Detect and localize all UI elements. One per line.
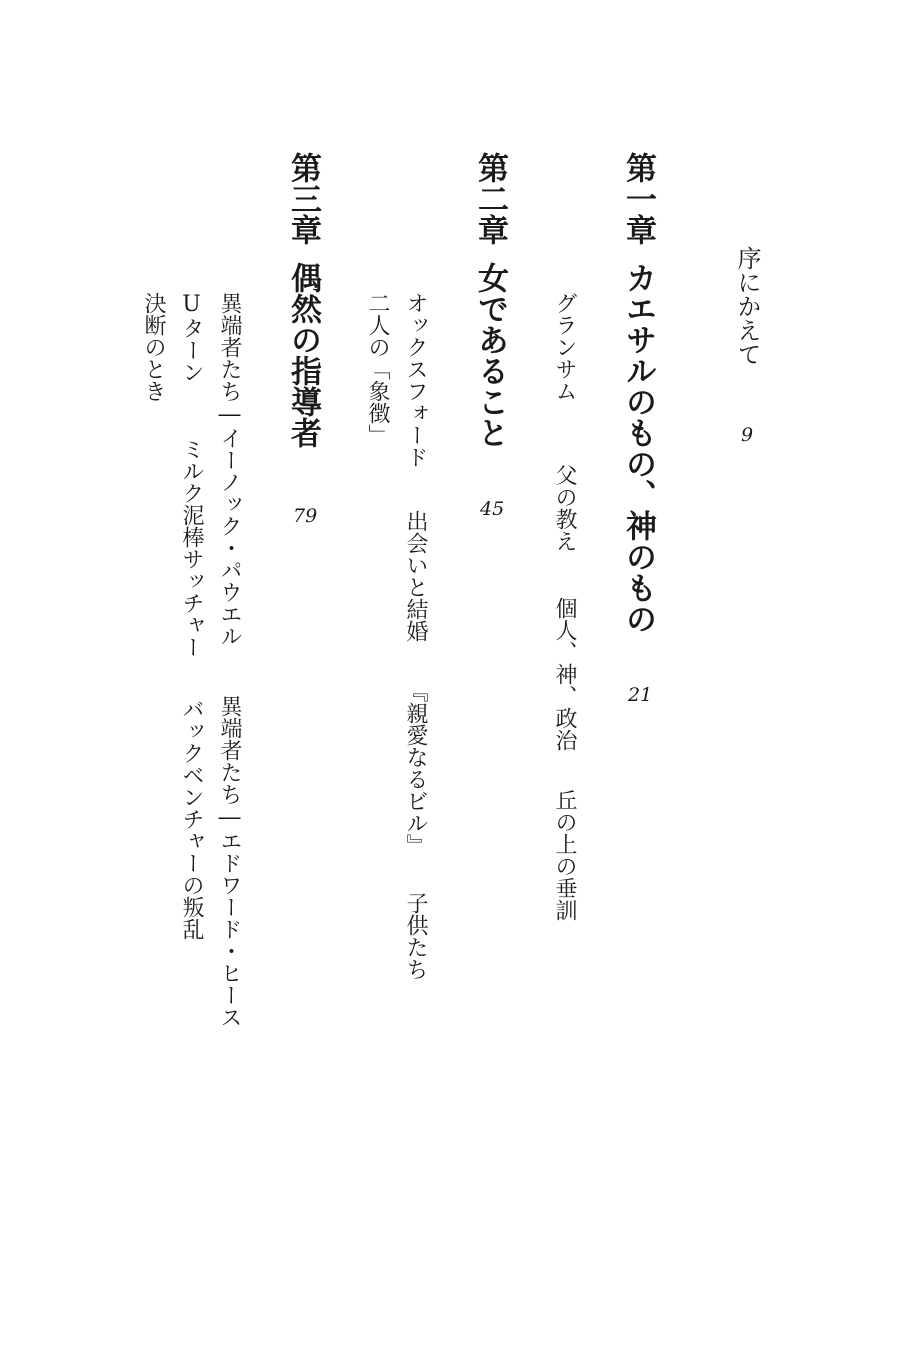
chapter-1-label: 第一章 <box>620 152 656 245</box>
section-title: Uターン <box>179 292 204 383</box>
section-title: 出会いと結婚 <box>403 510 428 642</box>
section-title: 異端者たち―エドワード・ヒース <box>217 695 242 1028</box>
section-title: 『親愛なるビル』 <box>403 680 428 856</box>
preface-title: 序にかえて <box>733 246 761 366</box>
chapter-2-page-number: 45 <box>480 498 505 520</box>
chapter-3-title: 偶然の指導者 <box>285 262 321 448</box>
section-title: 個人、神、政治 <box>552 597 577 751</box>
section-title: 子供たち <box>403 892 428 980</box>
chapter-3-page-number: 79 <box>293 505 318 527</box>
section-title: 二人の「象徴」 <box>365 292 390 446</box>
section-title: 父の教え <box>552 464 577 552</box>
chapter-2-title: 女であること <box>472 262 508 448</box>
section-title: 丘の上の垂訓 <box>552 789 577 921</box>
section-title: 異端者たち―イーノック・パウエル <box>217 292 242 647</box>
section-title: グランサム <box>552 292 577 402</box>
section-title: オックスフォード <box>403 292 428 468</box>
chapter-3-row-3 <box>142 292 164 402</box>
chapter-3-row-2 <box>180 292 202 940</box>
chapter-3-row-1 <box>218 292 240 1028</box>
chapter-1-title: カエサルのもの、神のもの <box>620 262 656 634</box>
chapter-2-label: 第二章 <box>472 152 508 245</box>
section-title: バックベンチャーの叛乱 <box>179 698 204 940</box>
chapter-2-row-2 <box>366 292 388 446</box>
chapter-2-row-1 <box>404 292 426 980</box>
chapter-1-row-1 <box>553 292 575 921</box>
section-title: ミルク泥棒サッチャー <box>179 438 204 658</box>
section-title: 決断のとき <box>141 292 166 402</box>
chapter-1-page-number: 21 <box>628 684 653 706</box>
chapter-3-label: 第三章 <box>285 152 321 245</box>
preface-page-number: 9 <box>741 424 754 446</box>
